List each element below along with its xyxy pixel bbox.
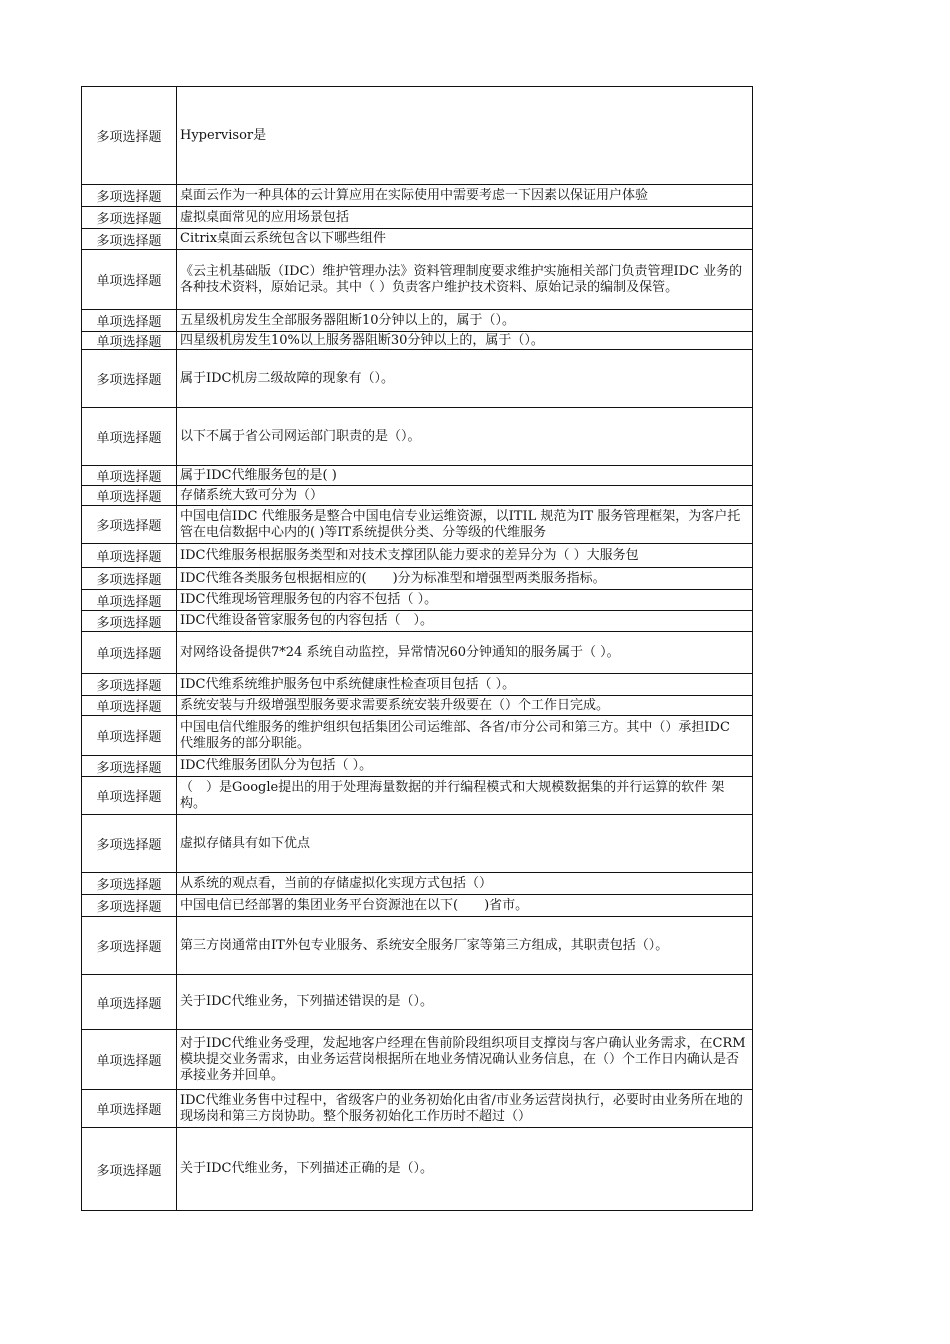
question-text: 五星级机房发生全部服务器阻断10分钟以上的，属于（）。	[180, 312, 516, 328]
question-type-cell: 多项选择题	[82, 350, 177, 407]
question-text: IDC代维设备管家服务包的内容包括（ ）。	[180, 613, 434, 628]
question-text: Citrix桌面云系统包含以下哪些组件	[180, 231, 387, 246]
question-type-cell: 单项选择题	[82, 408, 177, 465]
question-type-cell: 多项选择题	[82, 815, 177, 872]
question-text: 从系统的观点看，当前的存储虚拟化实现方式包括（）	[180, 875, 493, 891]
question-type-cell: 多项选择题	[82, 207, 177, 228]
question-text-cell	[180, 611, 746, 631]
question-text-cell	[180, 310, 746, 331]
question-type-cell: 多项选择题	[82, 917, 177, 974]
table-row	[81, 872, 753, 894]
table-row	[81, 631, 753, 673]
question-text-cell	[180, 250, 746, 309]
table-row	[81, 610, 753, 631]
question-type-cell: 单项选择题	[82, 250, 177, 309]
table-row	[81, 228, 753, 249]
question-text: IDC代维现场管理服务包的内容不包括（ ）。	[180, 592, 438, 607]
question-type-cell: 多项选择题	[82, 674, 177, 695]
question-text: 关于IDC代维业务，下列描述错误的是（）。	[180, 994, 434, 1009]
question-type-cell: 单项选择题	[82, 486, 177, 505]
table-row	[81, 331, 753, 349]
question-text-cell	[180, 815, 746, 872]
question-table	[81, 86, 753, 1211]
question-text-cell	[180, 207, 746, 228]
question-text-cell	[180, 185, 746, 206]
question-type-cell: 多项选择题	[82, 873, 177, 894]
question-text: 中国电信代维服务的维护组织包括集团公司运维部、各省/市分公司和第三方。其中（）承担IDC 代维服务的部分职能。	[180, 719, 730, 751]
table-row	[81, 505, 753, 543]
table-row	[81, 309, 753, 331]
question-text-cell	[180, 975, 746, 1029]
question-text: 虚拟存储具有如下优点	[180, 835, 311, 851]
table-row	[81, 673, 753, 695]
question-text-cell	[180, 1128, 746, 1210]
table-row	[81, 776, 753, 814]
question-type-cell: 多项选择题	[82, 895, 177, 916]
question-type-cell: 单项选择题	[82, 975, 177, 1029]
question-text-cell	[180, 506, 746, 543]
question-text: Hypervisor是	[180, 127, 267, 143]
table-row	[81, 894, 753, 916]
question-text: 存储系统大致可分为（）	[180, 487, 324, 503]
question-text: 以下不属于省公司网运部门职责的是（）。	[180, 428, 421, 444]
question-text-cell	[180, 408, 746, 465]
question-text: 中国电信IDC 代维服务是整合中国电信专业运维资源，以ITIL 规范为IT 服务管理框架，为客户托管在电信数据中心内的( )等IT系统提供分类、分等级的代维服务	[180, 508, 741, 540]
table-row	[81, 407, 753, 465]
question-type-cell: 多项选择题	[82, 568, 177, 589]
question-text-cell	[180, 696, 746, 715]
table-row	[81, 206, 753, 228]
question-text-cell	[180, 1030, 746, 1089]
table-row	[81, 567, 753, 589]
question-text-cell	[180, 466, 746, 485]
question-type-cell: 多项选择题	[82, 756, 177, 776]
table-row	[81, 814, 753, 872]
question-text: IDC代维服务团队分为包括（ ）。	[180, 758, 373, 773]
question-type-cell: 多项选择题	[82, 229, 177, 249]
question-type-cell: 单项选择题	[82, 466, 177, 485]
question-text-cell	[180, 1090, 746, 1127]
question-type-cell: 多项选择题	[82, 87, 177, 184]
question-text: 关于IDC代维业务，下列描述正确的是（）。	[180, 1161, 434, 1176]
question-type-cell: 多项选择题	[82, 185, 177, 206]
question-text: 中国电信已经部署的集团业务平台资源池在以下( )省市。	[180, 897, 529, 913]
table-row	[81, 589, 753, 610]
question-text: 第三方岗通常由IT外包专业服务、系统安全服务厂家等第三方组成，其职责包括（）。	[180, 937, 669, 953]
question-text: 属于IDC机房二级故障的现象有（）。	[180, 370, 395, 386]
question-text: IDC代维各类服务包根据相应的( )分为标准型和增强型两类服务指标。	[180, 570, 606, 586]
table-row	[81, 86, 753, 184]
question-text-cell	[180, 777, 746, 814]
table-row	[81, 349, 753, 407]
question-text-cell	[180, 917, 746, 974]
question-type-cell: 多项选择题	[82, 1128, 177, 1210]
table-row	[81, 485, 753, 505]
table-row	[81, 1089, 753, 1127]
table-row	[81, 755, 753, 776]
question-text-cell	[180, 632, 746, 673]
question-text: 虚拟桌面常见的应用场景包括	[180, 209, 350, 225]
question-type-cell: 单项选择题	[82, 777, 177, 814]
table-row	[81, 184, 753, 206]
question-text: IDC代维服务根据服务类型和对技术支撑团队能力要求的差异分为（ ）大服务包	[180, 547, 639, 563]
question-text: 桌面云作为一种具体的云计算应用在实际使用中需要考虑一下因素以保证用户体验	[180, 187, 649, 203]
question-type-cell: 单项选择题	[82, 1090, 177, 1127]
question-text: IDC代维业务售中过程中，省级客户的业务初始化由省/市业务运营岗执行，必要时由业务所在地的现场岗和第三方岗协助。整个服务初始化工作历时不超过（）	[180, 1092, 743, 1124]
table-row	[81, 715, 753, 755]
question-text-cell	[180, 716, 746, 755]
table-row	[81, 974, 753, 1029]
question-text-cell	[180, 332, 746, 349]
question-type-cell: 单项选择题	[82, 716, 177, 755]
question-type-cell: 多项选择题	[82, 506, 177, 543]
table-row	[81, 543, 753, 567]
question-text-cell	[180, 756, 746, 776]
question-text-cell	[180, 87, 746, 184]
table-row	[81, 1127, 753, 1211]
question-type-cell: 单项选择题	[82, 544, 177, 567]
question-text: 对于IDC代维业务受理，发起地客户经理在售前阶段组织项目支撑岗与客户确认业务需求，在CRM模块提交业务需求，由业务运营岗根据所在地业务情况确认业务信息，在（）个工作日内确认是否承接业务并回单。	[180, 1035, 746, 1083]
table-row	[81, 695, 753, 715]
question-type-cell: 单项选择题	[82, 1030, 177, 1089]
question-text-cell	[180, 674, 746, 695]
question-text: （ ）是Google提出的用于处理海量数据的并行编程模式和大规模数据集的并行运算的软件 架构。	[180, 779, 725, 811]
question-text-cell	[180, 590, 746, 610]
question-type-cell: 单项选择题	[82, 632, 177, 673]
question-text-cell	[180, 350, 746, 407]
question-type-cell: 多项选择题	[82, 611, 177, 631]
table-row	[81, 916, 753, 974]
question-text: 系统安装与升级增强型服务要求需要系统安装升级要在（）个工作日完成。	[180, 697, 610, 713]
question-text: 属于IDC代维服务包的是( )	[180, 467, 337, 483]
table-row	[81, 465, 753, 485]
table-row	[81, 1029, 753, 1089]
table-row	[81, 249, 753, 309]
question-text-cell	[180, 873, 746, 894]
question-text: IDC代维系统维护服务包中系统健康性检查项目包括（ ）。	[180, 676, 516, 692]
question-text: 对网络设备提供7*24 系统自动监控，异常情况60分钟通知的服务属于（ ）。	[180, 644, 620, 660]
question-text-cell	[180, 229, 746, 249]
question-type-cell: 单项选择题	[82, 310, 177, 331]
question-text-cell	[180, 486, 746, 505]
question-text: 《云主机基础版（IDC）维护管理办法》资料管理制度要求维护实施相关部门负责管理IDC 业务的各种技术资料，原始记录。其中（ ）负责客户维护技术资料、原始记录的编制及保管。	[180, 263, 743, 295]
question-text-cell	[180, 544, 746, 567]
question-text: 四星级机房发生10%以上服务器阻断30分钟以上的，属于（）。	[180, 332, 544, 348]
question-type-cell: 单项选择题	[82, 332, 177, 349]
question-text-cell	[180, 568, 746, 589]
question-type-cell: 单项选择题	[82, 590, 177, 610]
question-type-cell: 单项选择题	[82, 696, 177, 715]
question-text-cell	[180, 895, 746, 916]
